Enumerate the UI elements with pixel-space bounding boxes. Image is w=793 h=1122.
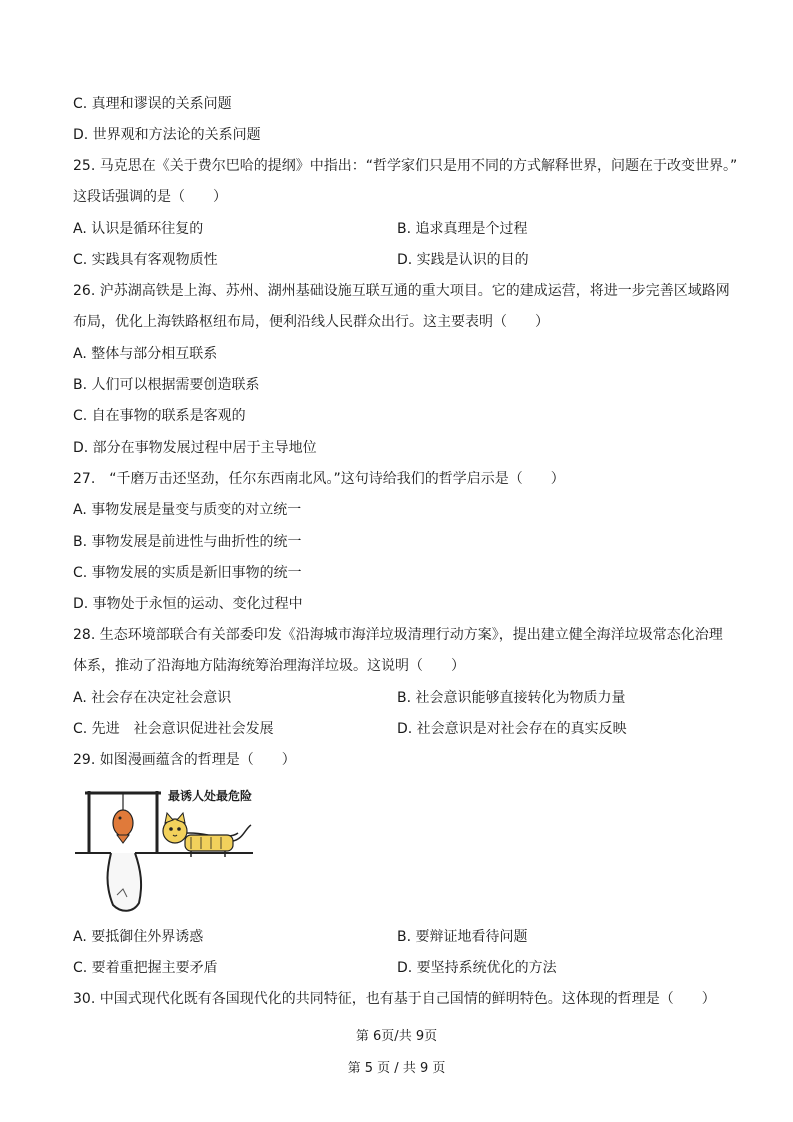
q28-stem-line2: 体系，推动了沿海地方陆海统筹治理海洋垃圾。这说明（ ） [73,658,465,674]
cartoon-caption: 最诱人处最危险 [168,789,253,803]
q26-option-b: B. 人们可以根据需要创造联系 [73,377,260,393]
q27-option-b: B. 事物发展是前进性与曲折性的统一 [73,534,302,550]
q28-option-d: D. 社会意识是对社会存在的真实反映 [397,721,627,737]
q25-option-b: B. 追求真理是个过程 [397,221,528,237]
q29-option-a: A. 要抵御住外界诱惑 [73,929,204,945]
q30-stem-line1: 30. 中国式现代化既有各国现代化的共同特征，也有基于自己国情的鲜明特色。这体现的哲理是（ ） [73,991,716,1007]
q28-stem-line1: 28. 生态环境部联合有关部委印发《沿海城市海洋垃圾清理行动方案》，提出建立健全海洋垃圾常态化治理 [73,627,723,643]
q29-option-c: C. 要着重把握主要矛盾 [73,960,218,976]
q24-option-c: C. 真理和谬误的关系问题 [73,96,232,112]
q25-stem-line1: 25. 马克思在《关于费尔巴哈的提纲》中指出：“哲学家们只是用不同的方式解释世界，问题在于改变世界。” [73,158,738,174]
q26-stem-line1: 26. 沪苏湖高铁是上海、苏州、湖州基础设施互联互通的重大项目。它的建成运营，将进一步完善区域路网 [73,283,730,299]
q29-stem-line1: 29. 如图漫画蕴含的哲理是（ ） [73,752,296,768]
q27-stem-line1: 27. “千磨万击还坚劲，任尔东西南北风。”这句诗给我们的哲学启示是（ ） [73,471,565,487]
q28-option-a: A. 社会存在决定社会意识 [73,690,232,706]
q28-option-b: B. 社会意识能够直接转化为物质力量 [397,690,626,706]
q27-option-c: C. 事物发展的实质是新旧事物的统一 [73,565,302,581]
q27-option-d: D. 事物处于永恒的运动、变化过程中 [73,596,303,612]
inner-page-number: 第 6页/共 9页 [355,1029,438,1044]
outer-page-number: 第 5 页 / 共 9 页 [347,1061,446,1076]
q26-option-c: C. 自在事物的联系是客观的 [73,408,246,424]
q25-stem-line2: 这段话强调的是（ ） [73,189,227,205]
q25-option-a: A. 认识是循环往复的 [73,221,204,237]
q26-option-d: D. 部分在事物发展过程中居于主导地位 [73,440,317,456]
q25-option-d: D. 实践是认识的目的 [397,252,529,268]
q28-option-c: C. 先进 社会意识促进社会发展 [73,721,274,737]
q25-option-c: C. 实践具有客观物质性 [73,252,218,268]
q26-stem-line2: 布局，优化上海铁路枢纽布局，便利沿线人民群众出行。这主要表明（ ） [73,314,549,330]
q26-option-a: A. 整体与部分相互联系 [73,346,218,362]
trap-cartoon-image [73,785,258,920]
q29-option-b: B. 要辩证地看待问题 [397,929,528,945]
q24-option-d: D. 世界观和方法论的关系问题 [73,127,261,143]
q27-option-a: A. 事物发展是量变与质变的对立统一 [73,502,302,518]
q29-option-d: D. 要坚持系统优化的方法 [397,960,557,976]
